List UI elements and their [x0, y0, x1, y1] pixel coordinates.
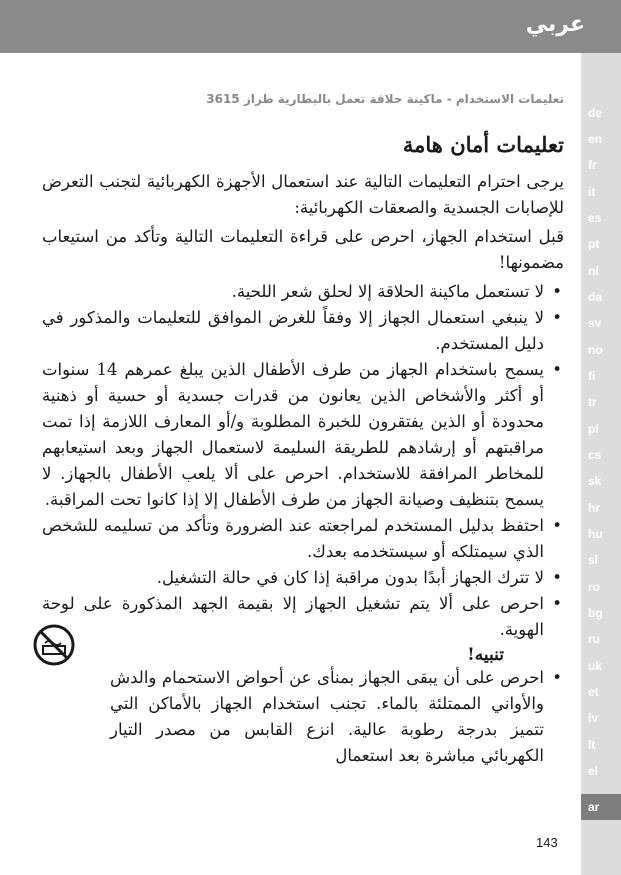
lang-tab-fr[interactable]: fr	[588, 158, 597, 172]
lang-tab-cs[interactable]: cs	[588, 448, 602, 462]
lang-tab-sv[interactable]: sv	[588, 316, 602, 330]
lang-tab-nl[interactable]: nl	[588, 264, 599, 278]
list-item: • احتفظ بدليل المستخدم لمراجعته عند الضرورة وتأكد من تسليمه للشخص الذي سيمتلكه أو سيستخدمه بعدك.	[42, 513, 564, 565]
bullet-icon: •	[552, 516, 562, 535]
lang-tab-ru[interactable]: ru	[588, 632, 600, 646]
language-sidebar	[581, 53, 621, 875]
lang-tab-pl[interactable]: pl	[588, 422, 599, 436]
lang-tab-no[interactable]: no	[588, 343, 603, 357]
lang-tab-et[interactable]: et	[588, 685, 599, 699]
list-item: • لا تترك الجهاز أبدًا بدون مراقبة إذا كان في حالة التشغيل.	[42, 565, 564, 591]
lang-tab-uk[interactable]: uk	[588, 659, 603, 673]
language-title: عربي	[525, 12, 585, 37]
lang-tab-hu[interactable]: hu	[588, 527, 603, 541]
warning-title: تنبيه!	[467, 645, 504, 665]
lang-tab-lt[interactable]: lt	[588, 738, 596, 752]
page-number: 143	[536, 835, 558, 850]
warning-section	[42, 645, 564, 769]
lang-tab-pt[interactable]: pt	[588, 237, 600, 251]
top-bar	[0, 0, 621, 53]
warning-list	[42, 665, 564, 769]
main-content	[42, 90, 564, 769]
lang-tab-sl[interactable]: sl	[588, 553, 599, 567]
lang-tab-sk[interactable]: sk	[588, 474, 602, 488]
lang-tab-da[interactable]: da	[588, 290, 603, 304]
lang-tab-tr[interactable]: tr	[588, 395, 597, 409]
lang-tab-en[interactable]: en	[588, 132, 603, 146]
lang-tab-it[interactable]: it	[588, 185, 596, 199]
list-item: • احرص على أن يبقى الجهاز بمنأى عن أحواض الاستحمام والدش والأواني الممتلئة بالماء. تجنب استخدام الجهاز بالأماكن التي تتميز بدرجة رطوبة عالية. انزع القابس من مصدر التيار الكهربائي مباشرة بعد استعمال	[110, 665, 564, 769]
lang-tab-fi[interactable]: fi	[588, 369, 596, 383]
lang-tab-lv[interactable]: lv	[588, 711, 599, 725]
lang-tab-de[interactable]: de	[588, 106, 603, 120]
lang-tab-es[interactable]: es	[588, 211, 602, 225]
list-item: • احرص على ألا يتم تشغيل الجهاز إلا بقيمة الجهد المذكورة على لوحة الهوية.	[42, 591, 564, 643]
section-title: تعليمات أمان هامة	[402, 132, 564, 157]
lang-tab-ro[interactable]: ro	[588, 580, 600, 594]
list-item: • يسمح باستخدام الجهاز من طرف الأطفال الذين يبلغ عمرهم 14 سنوات أو أكثر والأشخاص الذين يعانون من قدرات جسدية أو حسية أو ذهنية محدودة أو الذين يفتقرون للخبرة المطلوبة و/أو المعارف اللازمة إذا تمت مراقبتهم أو إرشادهم للطريقة السليمة لاستعمال الجهاز وبعد استيعابهم للمخاطر المرافقة للاستخدام. احرص على ألا يلعب الأطفال بالجهاز. لا يسمح بتنظيف وصيانة الجهاز من طرف الأطفال إلا إذا كانوا تحت المراقبة.	[42, 357, 564, 513]
list-item: • لا ينبغي استعمال الجهاز إلا وفقاً للغرض الموافق للتعليمات والمذكور في دليل المستخدم.	[42, 305, 564, 357]
lang-tab-hr[interactable]: hr	[588, 501, 600, 515]
bullet-icon: •	[552, 594, 562, 613]
list-item: • لا تستعمل ماكينة الحلاقة إلا لحلق شعر اللحية.	[42, 279, 564, 305]
bullet-icon: •	[552, 668, 562, 687]
bullet-icon: •	[552, 282, 562, 301]
intro-paragraph: يرجى احترام التعليمات التالية عند استعمال الأجهزة الكهربائية لتجنب التعرض للإصابات الجسدية والصعقات الكهربائية:	[42, 172, 564, 217]
intro-paragraph: قبل استخدام الجهاز، احرص على قراءة التعليمات التالية وتأكد من استيعاب مضمونها!	[42, 227, 564, 272]
lang-tab-ar[interactable]: ar	[581, 794, 621, 820]
bullet-icon: •	[552, 308, 562, 327]
bullet-icon: •	[552, 568, 562, 587]
lang-tab-el[interactable]: el	[588, 764, 599, 778]
bullet-icon: •	[552, 360, 562, 379]
no-water-icon	[32, 623, 76, 667]
document-header: تعليمات الاستخدام - ماكينة حلاقة تعمل بالبطارية طراز 3615	[206, 92, 564, 106]
safety-list	[42, 279, 564, 643]
lang-tab-bg[interactable]: bg	[588, 606, 603, 620]
